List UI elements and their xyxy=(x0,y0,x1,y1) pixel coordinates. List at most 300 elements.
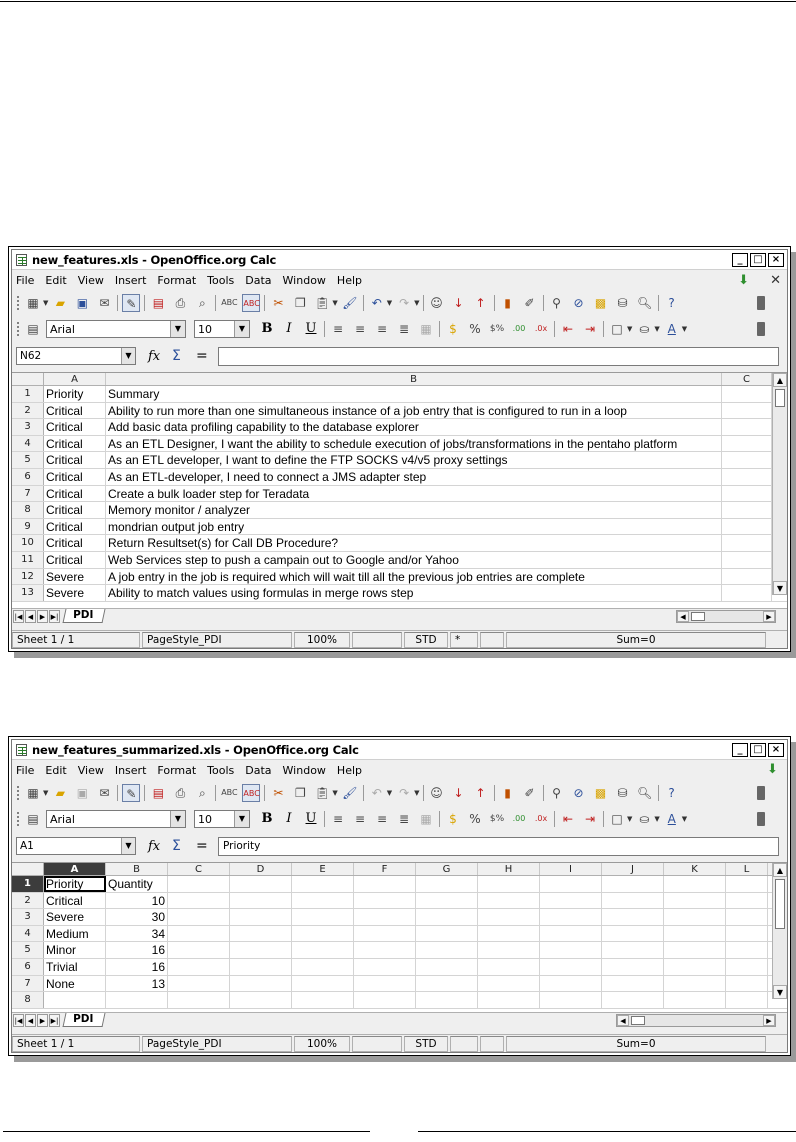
cell-empty[interactable] xyxy=(168,876,230,892)
copy-icon[interactable]: ❐ xyxy=(295,296,306,310)
help-icon[interactable]: ? xyxy=(668,786,675,800)
align-center-icon[interactable]: ≡ xyxy=(354,322,366,336)
background-dropdown-icon[interactable]: ▼ xyxy=(654,325,660,333)
cell-empty[interactable] xyxy=(602,893,664,909)
currency-format-icon[interactable]: $ xyxy=(449,322,457,336)
row-header[interactable]: 3 xyxy=(12,909,44,925)
cell-empty[interactable] xyxy=(664,942,726,958)
open-folder-icon[interactable]: ▰ xyxy=(55,296,65,310)
cell-empty[interactable] xyxy=(168,942,230,958)
formula-input[interactable]: Priority xyxy=(218,837,779,856)
autospellcheck-icon[interactable]: ABC xyxy=(242,294,260,312)
cell-empty[interactable] xyxy=(478,909,540,925)
show-draw-functions-icon[interactable]: ✐ xyxy=(524,296,535,310)
chevron-down-icon[interactable]: ▼ xyxy=(170,321,185,337)
title-bar[interactable] xyxy=(12,740,787,760)
new-document-icon[interactable]: ▦ xyxy=(27,296,39,310)
cell-quantity[interactable] xyxy=(106,992,168,1008)
next-sheet-icon[interactable]: ▶ xyxy=(37,1014,48,1027)
sheet-tab-pdi[interactable] xyxy=(63,609,106,623)
cell-quantity[interactable]: 13 xyxy=(106,976,168,992)
sort-descending-icon[interactable]: ↑ xyxy=(475,786,486,800)
status-selection-mode[interactable]: STD xyxy=(404,632,448,648)
row-header[interactable]: 8 xyxy=(12,502,44,518)
function-wizard-icon[interactable]: fx xyxy=(148,348,161,364)
cell-summary[interactable]: Ability to run more than one simultaneous instance of a job entry that is configured to run in a loop xyxy=(106,403,722,419)
cell-empty[interactable] xyxy=(354,959,416,975)
cell-empty[interactable] xyxy=(168,926,230,942)
paste-icon[interactable]: 📋︎ xyxy=(314,786,330,800)
chevron-down-icon[interactable]: ▼ xyxy=(121,838,135,854)
cell-priority[interactable]: Critical xyxy=(44,519,106,535)
bold-icon[interactable]: B xyxy=(261,811,273,826)
cell-empty[interactable] xyxy=(726,876,768,892)
row-header[interactable]: 7 xyxy=(12,976,44,992)
cell-quantity[interactable]: 34 xyxy=(106,926,168,942)
cell-empty[interactable] xyxy=(354,942,416,958)
cell-empty[interactable] xyxy=(416,926,478,942)
cut-icon[interactable]: ✂ xyxy=(273,786,284,800)
cell-c[interactable] xyxy=(722,502,772,518)
cell-c[interactable] xyxy=(722,436,772,452)
menu-window[interactable]: Window xyxy=(282,764,326,777)
cell-empty[interactable] xyxy=(230,926,292,942)
cell-quantity[interactable]: 10 xyxy=(106,893,168,909)
paste-dropdown-icon[interactable]: ▼ xyxy=(332,789,338,797)
sum-icon[interactable]: Σ xyxy=(172,348,181,364)
cell-empty[interactable] xyxy=(540,976,602,992)
bold-icon[interactable]: B xyxy=(261,321,273,336)
scroll-right-icon[interactable]: ▶ xyxy=(763,1015,775,1026)
cell-empty[interactable] xyxy=(292,976,354,992)
close-button[interactable]: × xyxy=(768,253,784,267)
cell-empty[interactable] xyxy=(602,876,664,892)
borders-dropdown-icon[interactable]: ▼ xyxy=(627,325,633,333)
column-header[interactable]: G xyxy=(416,863,478,875)
align-left-icon[interactable]: ≡ xyxy=(332,322,344,336)
cell-empty[interactable] xyxy=(230,942,292,958)
minimize-button[interactable]: _ xyxy=(732,743,748,757)
cell-priority[interactable]: Medium xyxy=(44,926,106,942)
cell-empty[interactable] xyxy=(540,942,602,958)
spreadsheet-grid[interactable] xyxy=(12,862,787,1012)
data-sources-icon[interactable]: ⛁ xyxy=(617,786,628,800)
row-header[interactable]: 1 xyxy=(12,876,44,892)
cell-empty[interactable] xyxy=(478,926,540,942)
column-header[interactable]: E xyxy=(292,863,354,875)
column-header[interactable]: B xyxy=(106,373,722,385)
toolbar-grip[interactable] xyxy=(16,295,20,311)
save-icon[interactable]: ▣ xyxy=(76,296,89,310)
decrease-indent-icon[interactable]: ⇤ xyxy=(562,322,574,336)
redo-dropdown-icon[interactable]: ▼ xyxy=(414,789,420,797)
status-selection-mode[interactable]: STD xyxy=(404,1036,448,1052)
prev-sheet-icon[interactable]: ◀ xyxy=(25,610,36,623)
menu-tools[interactable]: Tools xyxy=(207,764,235,777)
column-header[interactable]: B xyxy=(106,863,168,875)
find-replace-icon[interactable]: ⚲ xyxy=(552,296,561,310)
cell-empty[interactable] xyxy=(230,876,292,892)
chevron-down-icon[interactable]: ▼ xyxy=(170,811,185,827)
page-preview-icon[interactable]: ⌕ xyxy=(199,786,206,800)
cell-empty[interactable] xyxy=(540,893,602,909)
cell-c[interactable] xyxy=(722,469,772,485)
cell-empty[interactable] xyxy=(354,976,416,992)
scroll-left-icon[interactable]: ◀ xyxy=(617,1015,629,1026)
page-preview-icon[interactable]: ⌕ xyxy=(199,296,206,310)
cell-summary[interactable]: As an ETL developer, I want to define the FTP SOCKS v4/v5 proxy settings xyxy=(106,452,722,468)
toolbar-overflow-icon[interactable] xyxy=(757,812,765,826)
cell-empty[interactable] xyxy=(478,942,540,958)
status-signature[interactable] xyxy=(480,1036,504,1052)
cell-priority[interactable]: Severe xyxy=(44,569,106,585)
decrease-indent-icon[interactable]: ⇤ xyxy=(562,812,574,826)
styles-formatting-icon[interactable]: ▤ xyxy=(27,322,39,336)
cell-priority[interactable] xyxy=(44,992,106,1008)
cell-empty[interactable] xyxy=(478,976,540,992)
select-all-corner[interactable] xyxy=(12,863,44,875)
data-sources-icon[interactable]: ⛁ xyxy=(617,296,628,310)
redo-icon[interactable]: ↷ xyxy=(399,296,410,310)
formula-input[interactable] xyxy=(218,347,779,366)
cell-summary[interactable]: Create a bulk loader step for Teradata xyxy=(106,486,722,502)
redo-icon[interactable]: ↷ xyxy=(399,786,410,800)
borders-icon[interactable]: □ xyxy=(611,812,623,826)
status-page-style[interactable]: PageStyle_PDI xyxy=(142,632,292,648)
status-zoom[interactable]: 100% xyxy=(294,632,350,648)
minimize-button[interactable]: _ xyxy=(732,253,748,267)
cell-empty[interactable] xyxy=(354,876,416,892)
font-name-combo[interactable] xyxy=(46,810,186,828)
cell-summary[interactable]: Summary xyxy=(106,386,722,402)
cell-empty[interactable] xyxy=(726,909,768,925)
row-header[interactable]: 12 xyxy=(12,569,44,585)
align-right-icon[interactable]: ≡ xyxy=(376,812,388,826)
cell-empty[interactable] xyxy=(292,876,354,892)
cell-summary[interactable]: As an ETL-developer, I need to connect a JMS adapter step xyxy=(106,469,722,485)
column-header[interactable]: C xyxy=(168,863,230,875)
align-right-icon[interactable]: ≡ xyxy=(376,322,388,336)
cell-empty[interactable] xyxy=(664,909,726,925)
standard-format-icon[interactable]: $% xyxy=(489,814,505,824)
menu-edit[interactable]: Edit xyxy=(45,764,67,777)
borders-icon[interactable]: □ xyxy=(611,322,623,336)
cell-empty[interactable] xyxy=(540,926,602,942)
font-color-dropdown-icon[interactable]: ▼ xyxy=(681,325,688,333)
export-pdf-icon[interactable]: ▤ xyxy=(152,786,165,800)
cell-empty[interactable] xyxy=(230,893,292,909)
menu-insert[interactable]: Insert xyxy=(114,764,147,777)
spreadsheet-grid[interactable] xyxy=(12,372,787,608)
cell-empty[interactable] xyxy=(602,992,664,1008)
merge-cells-icon[interactable]: ▦ xyxy=(420,812,432,826)
cell-empty[interactable] xyxy=(168,959,230,975)
horizontal-scrollbar[interactable] xyxy=(676,610,776,623)
column-header[interactable]: I xyxy=(540,863,602,875)
delete-decimal-icon[interactable]: .0x xyxy=(534,814,548,823)
cell-empty[interactable] xyxy=(726,926,768,942)
cell-empty[interactable] xyxy=(168,976,230,992)
increase-indent-icon[interactable]: ⇥ xyxy=(584,812,596,826)
print-icon[interactable]: ⎙ xyxy=(175,296,186,310)
add-decimal-icon[interactable]: .00 xyxy=(512,814,526,823)
maximize-button[interactable]: □ xyxy=(750,743,766,757)
row-header[interactable]: 10 xyxy=(12,535,44,551)
align-center-icon[interactable]: ≡ xyxy=(354,812,366,826)
scroll-up-icon[interactable]: ▲ xyxy=(773,863,787,877)
row-header[interactable]: 3 xyxy=(12,419,44,435)
menu-data[interactable]: Data xyxy=(245,764,272,777)
cell-empty[interactable] xyxy=(664,959,726,975)
edit-file-icon[interactable]: ✎ xyxy=(122,784,140,802)
row-header[interactable]: 8 xyxy=(12,992,44,1008)
row-header[interactable]: 9 xyxy=(12,519,44,535)
row-header[interactable]: 2 xyxy=(12,403,44,419)
cell-empty[interactable] xyxy=(416,909,478,925)
name-box[interactable] xyxy=(16,837,136,855)
underline-icon[interactable]: U xyxy=(305,321,317,336)
menu-insert[interactable]: Insert xyxy=(114,274,147,287)
chart-icon[interactable]: ▮ xyxy=(504,786,511,800)
close-button[interactable]: × xyxy=(768,743,784,757)
cell-empty[interactable] xyxy=(478,876,540,892)
row-header[interactable]: 6 xyxy=(12,469,44,485)
row-header[interactable]: 5 xyxy=(12,942,44,958)
row-header[interactable]: 4 xyxy=(12,926,44,942)
hyperlink-icon[interactable]: ☺ xyxy=(430,786,443,800)
justify-icon[interactable]: ≣ xyxy=(398,812,410,826)
cell-empty[interactable] xyxy=(168,893,230,909)
menu-window[interactable]: Window xyxy=(282,274,326,287)
scroll-right-icon[interactable]: ▶ xyxy=(763,611,775,622)
cell-priority[interactable]: Severe xyxy=(44,585,106,601)
print-icon[interactable]: ⎙ xyxy=(175,786,186,800)
standard-format-icon[interactable]: $% xyxy=(489,324,505,334)
show-draw-functions-icon[interactable]: ✐ xyxy=(524,786,535,800)
scroll-thumb[interactable] xyxy=(775,879,785,929)
function-wizard-icon[interactable]: fx xyxy=(148,838,161,854)
cell-empty[interactable] xyxy=(416,992,478,1008)
cell-empty[interactable] xyxy=(540,959,602,975)
column-header[interactable]: A xyxy=(44,373,106,385)
email-document-icon[interactable]: ✉ xyxy=(99,786,110,800)
last-sheet-icon[interactable]: ▶| xyxy=(49,1014,60,1027)
cell-empty[interactable] xyxy=(292,909,354,925)
menu-help[interactable]: Help xyxy=(336,764,362,777)
sheet-tab-pdi[interactable] xyxy=(63,1013,106,1027)
scroll-down-icon[interactable]: ▼ xyxy=(773,581,787,595)
cell-empty[interactable] xyxy=(478,992,540,1008)
column-header[interactable]: H xyxy=(478,863,540,875)
column-header[interactable]: K xyxy=(664,863,726,875)
font-color-dropdown-icon[interactable]: ▼ xyxy=(681,815,688,823)
justify-icon[interactable]: ≣ xyxy=(398,322,410,336)
scroll-up-icon[interactable]: ▲ xyxy=(773,373,787,387)
cell-c[interactable] xyxy=(722,552,772,568)
cell-empty[interactable] xyxy=(540,992,602,1008)
menu-tools[interactable]: Tools xyxy=(207,274,235,287)
cell-empty[interactable] xyxy=(602,959,664,975)
menu-view[interactable]: View xyxy=(77,274,104,287)
email-document-icon[interactable]: ✉ xyxy=(99,296,110,310)
scroll-down-icon[interactable]: ▼ xyxy=(773,985,787,999)
italic-icon[interactable]: I xyxy=(286,321,292,336)
open-folder-icon[interactable]: ▰ xyxy=(55,786,65,800)
cell-priority[interactable]: Critical xyxy=(44,552,106,568)
cell-empty[interactable] xyxy=(726,992,768,1008)
toolbar-grip[interactable] xyxy=(16,785,20,801)
zoom-icon[interactable]: 🔍︎ xyxy=(636,786,653,800)
status-zoom[interactable]: 100% xyxy=(294,1036,350,1052)
percent-format-icon[interactable]: % xyxy=(469,322,481,336)
undo-icon[interactable]: ↶ xyxy=(371,296,382,310)
cell-quantity[interactable]: Quantity xyxy=(106,876,168,892)
cell-priority[interactable]: Critical xyxy=(44,403,106,419)
toolbar-overflow-icon[interactable] xyxy=(757,296,765,310)
cell-priority[interactable]: Critical xyxy=(44,535,106,551)
currency-format-icon[interactable]: $ xyxy=(449,812,457,826)
cell-empty[interactable] xyxy=(168,992,230,1008)
background-color-icon[interactable]: ⛀ xyxy=(639,812,650,826)
spellcheck-icon[interactable]: ABC xyxy=(221,298,238,307)
cell-empty[interactable] xyxy=(540,909,602,925)
toolbar-grip[interactable] xyxy=(16,811,20,827)
toolbar-overflow-icon[interactable] xyxy=(757,322,765,336)
scroll-thumb[interactable] xyxy=(691,612,705,621)
autospellcheck-icon[interactable]: ABC xyxy=(242,784,260,802)
merge-cells-icon[interactable]: ▦ xyxy=(420,322,432,336)
cell-empty[interactable] xyxy=(664,992,726,1008)
cell-empty[interactable] xyxy=(292,959,354,975)
gallery-icon[interactable]: ▩ xyxy=(594,296,607,310)
navigator-icon[interactable]: ⊘ xyxy=(573,296,584,310)
cell-empty[interactable] xyxy=(416,942,478,958)
font-color-icon[interactable]: A xyxy=(667,812,676,826)
percent-format-icon[interactable]: % xyxy=(469,812,481,826)
delete-decimal-icon[interactable]: .0x xyxy=(534,324,548,333)
font-color-icon[interactable]: A xyxy=(667,322,676,336)
font-name-combo[interactable] xyxy=(46,320,186,338)
cell-c[interactable] xyxy=(722,419,772,435)
sort-ascending-icon[interactable]: ↓ xyxy=(453,296,464,310)
gallery-icon[interactable]: ▩ xyxy=(594,786,607,800)
menu-data[interactable]: Data xyxy=(245,274,272,287)
menu-file[interactable]: File xyxy=(16,764,35,777)
zoom-icon[interactable]: 🔍︎ xyxy=(636,296,653,310)
toolbar-grip[interactable] xyxy=(16,321,20,337)
cell-empty[interactable] xyxy=(726,893,768,909)
cell-c[interactable] xyxy=(722,569,772,585)
cell-c[interactable] xyxy=(722,585,772,601)
cell-empty[interactable] xyxy=(664,926,726,942)
horizontal-scrollbar[interactable] xyxy=(616,1014,776,1027)
cell-quantity[interactable]: 16 xyxy=(106,959,168,975)
cell-empty[interactable] xyxy=(416,959,478,975)
cell-empty[interactable] xyxy=(478,893,540,909)
status-page-style[interactable]: PageStyle_PDI xyxy=(142,1036,292,1052)
cell-priority[interactable]: Critical xyxy=(44,502,106,518)
last-sheet-icon[interactable]: ▶| xyxy=(49,610,60,623)
chevron-down-icon[interactable]: ▼ xyxy=(234,321,249,337)
clone-formatting-icon[interactable]: 🖌︎ xyxy=(342,296,358,310)
paste-icon[interactable]: 📋︎ xyxy=(314,296,330,310)
undo-dropdown-icon[interactable]: ▼ xyxy=(386,299,393,307)
cell-summary[interactable]: Add basic data profiling capability to the database explorer xyxy=(106,419,722,435)
function-icon[interactable]: = xyxy=(196,348,208,364)
cell-c[interactable] xyxy=(722,386,772,402)
cell-empty[interactable] xyxy=(230,959,292,975)
cell-priority[interactable]: Minor xyxy=(44,942,106,958)
row-header[interactable]: 1 xyxy=(12,386,44,402)
scroll-left-icon[interactable]: ◀ xyxy=(677,611,689,622)
cell-priority[interactable]: Critical xyxy=(44,452,106,468)
cell-empty[interactable] xyxy=(292,942,354,958)
cell-summary[interactable]: Ability to match values using formulas in merge rows step xyxy=(106,585,722,601)
cell-empty[interactable] xyxy=(292,992,354,1008)
cell-empty[interactable] xyxy=(664,893,726,909)
cell-priority[interactable]: Priority xyxy=(44,876,106,892)
row-header[interactable]: 13 xyxy=(12,585,44,601)
column-header[interactable]: J xyxy=(602,863,664,875)
menu-help[interactable]: Help xyxy=(336,274,362,287)
cell-empty[interactable] xyxy=(354,909,416,925)
cell-priority[interactable]: Severe xyxy=(44,909,106,925)
menu-view[interactable]: View xyxy=(77,764,104,777)
paste-dropdown-icon[interactable]: ▼ xyxy=(332,299,338,307)
cell-empty[interactable] xyxy=(416,976,478,992)
update-download-icon[interactable]: ⬇ xyxy=(767,762,778,777)
cell-priority[interactable]: Critical xyxy=(44,893,106,909)
cell-priority[interactable]: Critical xyxy=(44,469,106,485)
cell-empty[interactable] xyxy=(478,959,540,975)
sum-icon[interactable]: Σ xyxy=(172,838,181,854)
cell-empty[interactable] xyxy=(354,893,416,909)
cell-empty[interactable] xyxy=(602,976,664,992)
first-sheet-icon[interactable]: |◀ xyxy=(13,610,24,623)
save-icon[interactable]: ▣ xyxy=(76,786,89,800)
cell-empty[interactable] xyxy=(726,976,768,992)
cell-empty[interactable] xyxy=(602,942,664,958)
cut-icon[interactable]: ✂ xyxy=(273,296,284,310)
cell-empty[interactable] xyxy=(726,959,768,975)
redo-dropdown-icon[interactable]: ▼ xyxy=(414,299,420,307)
vertical-scrollbar[interactable] xyxy=(772,863,787,999)
cell-empty[interactable] xyxy=(664,876,726,892)
update-download-icon[interactable]: ⬇ xyxy=(738,272,749,288)
cell-priority[interactable]: None xyxy=(44,976,106,992)
spellcheck-icon[interactable]: ABC xyxy=(221,788,238,797)
menu-format[interactable]: Format xyxy=(157,274,197,287)
select-all-corner[interactable] xyxy=(12,373,44,385)
styles-formatting-icon[interactable]: ▤ xyxy=(27,812,39,826)
toolbar-overflow-icon[interactable] xyxy=(757,786,765,800)
menu-format[interactable]: Format xyxy=(157,764,197,777)
name-box[interactable] xyxy=(16,347,136,365)
cell-empty[interactable] xyxy=(292,926,354,942)
sort-ascending-icon[interactable]: ↓ xyxy=(453,786,464,800)
new-dropdown-icon[interactable]: ▼ xyxy=(43,789,49,797)
edit-file-icon[interactable]: ✎ xyxy=(122,294,140,312)
cell-c[interactable] xyxy=(722,535,772,551)
cell-summary[interactable]: Return Resultset(s) for Call DB Procedure? xyxy=(106,535,722,551)
cell-priority[interactable]: Trivial xyxy=(44,959,106,975)
scroll-thumb[interactable] xyxy=(775,389,785,407)
scroll-thumb[interactable] xyxy=(631,1016,645,1025)
cell-empty[interactable] xyxy=(230,909,292,925)
clone-formatting-icon[interactable]: 🖌︎ xyxy=(342,786,358,800)
prev-sheet-icon[interactable]: ◀ xyxy=(25,1014,36,1027)
chart-icon[interactable]: ▮ xyxy=(504,296,511,310)
